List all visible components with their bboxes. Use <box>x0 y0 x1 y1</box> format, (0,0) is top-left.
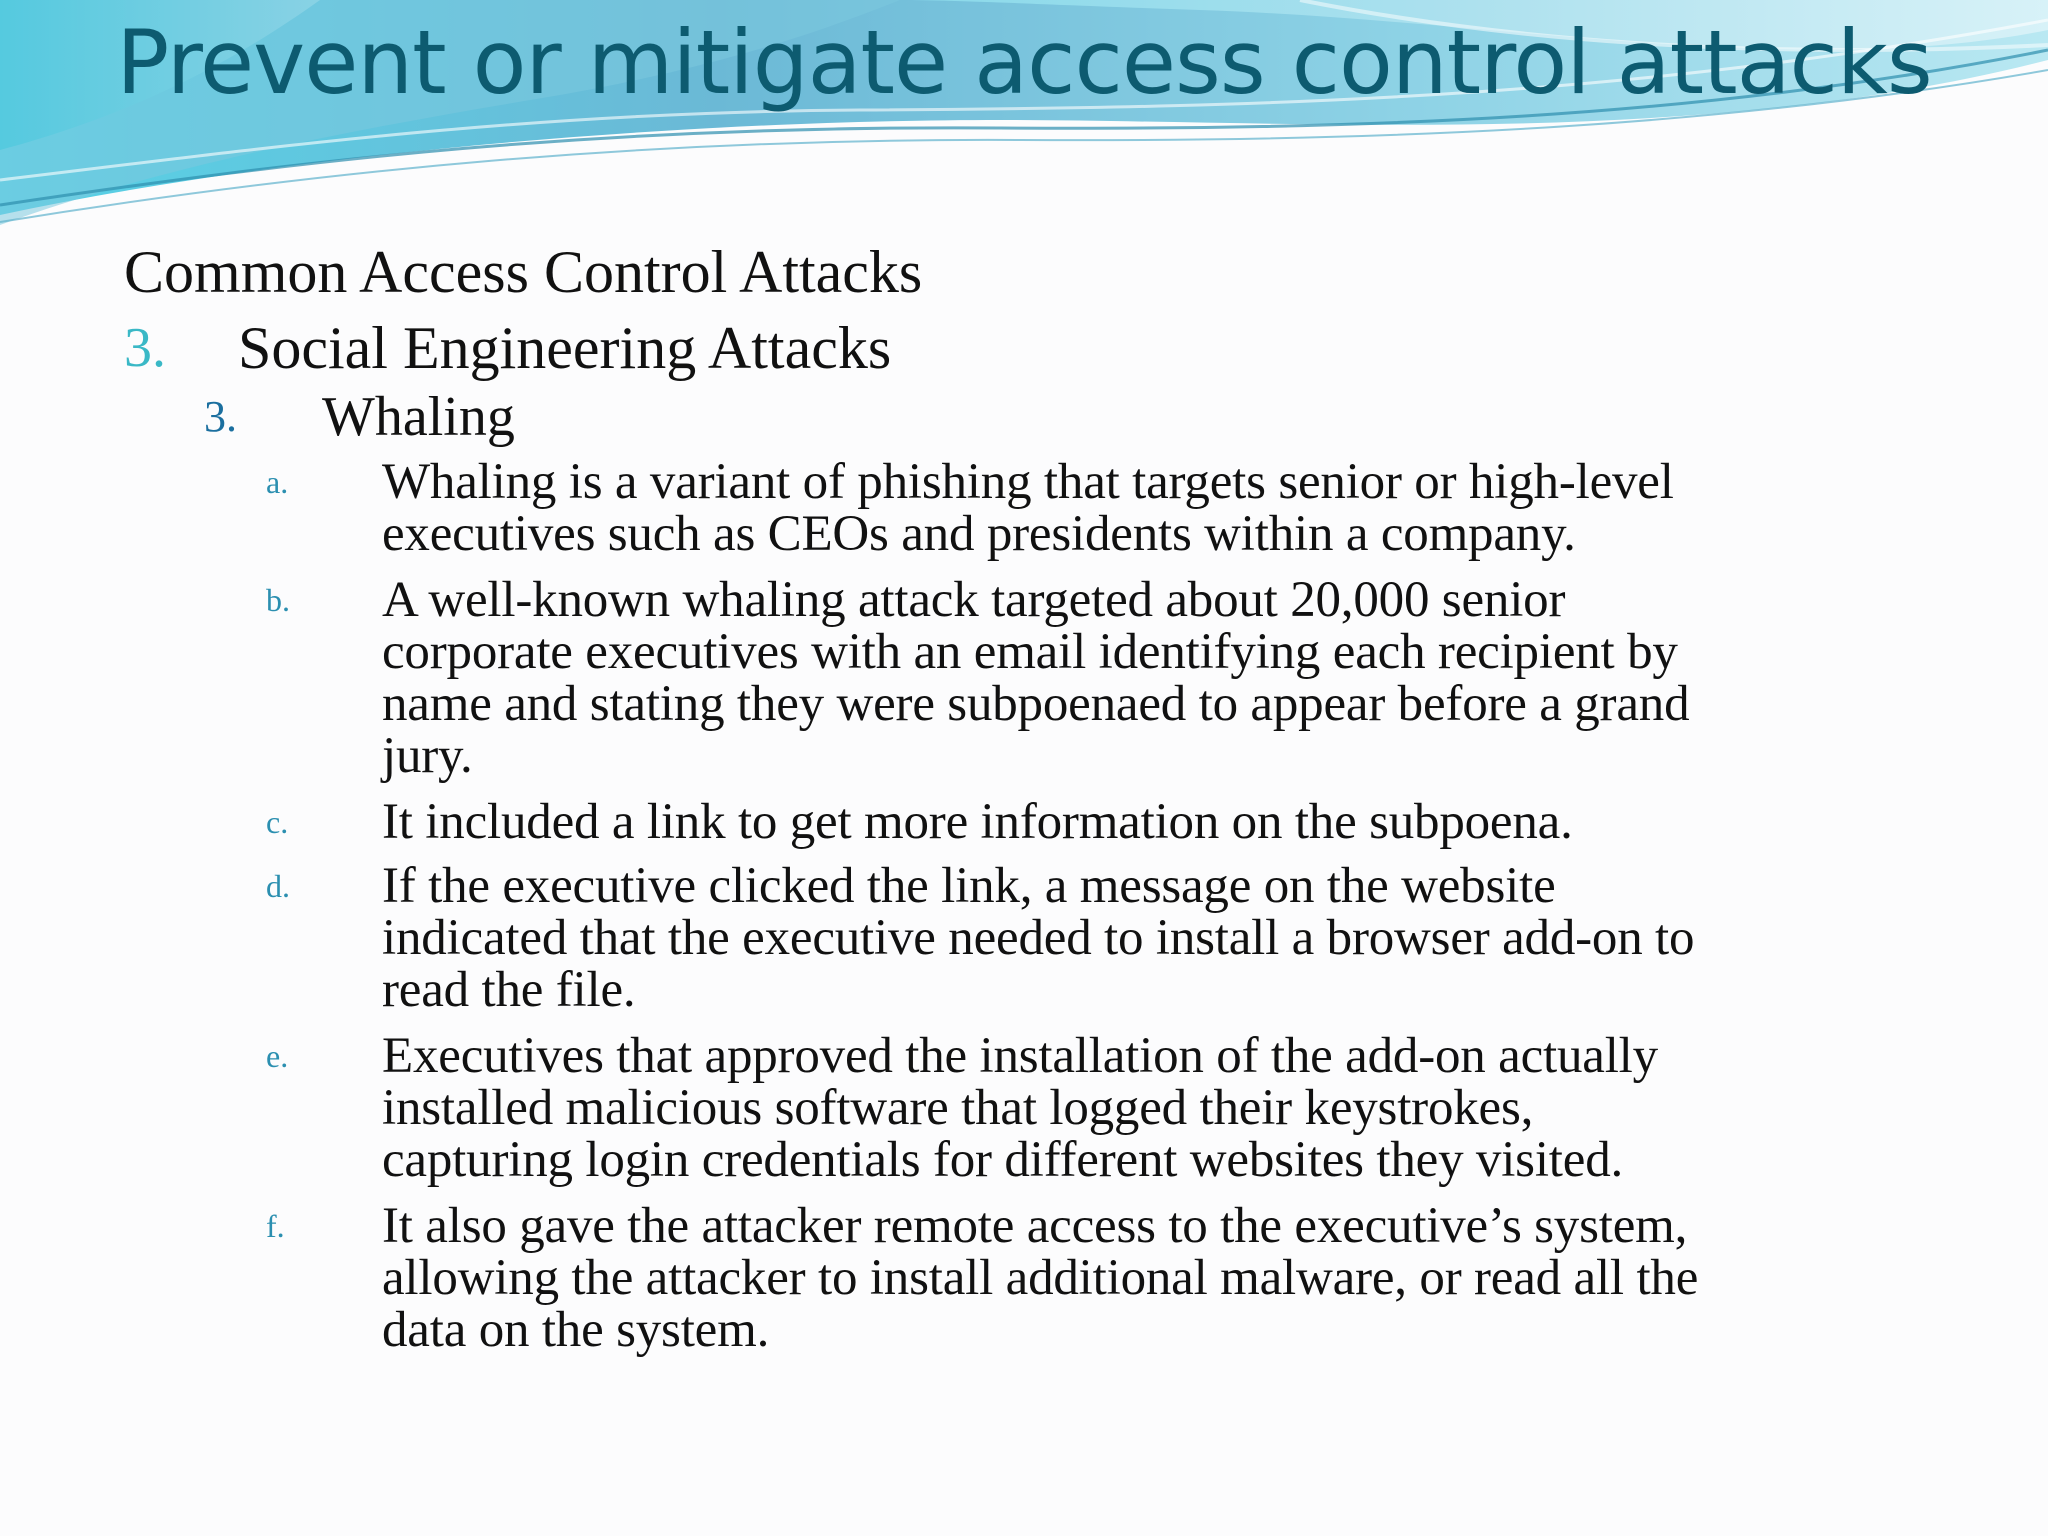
bullet-line: Executives that approved the installation of the add-on actually <box>382 1028 1658 1084</box>
bullet-line: name and stating they were subpoenaed to appear before a grand <box>382 676 1690 732</box>
bullet-letter: e. <box>266 1038 289 1074</box>
bullet-line: If the executive clicked the link, a message on the website <box>382 858 1556 914</box>
bullet-line: A well-known whaling attack targeted about 20,000 senior <box>382 572 1566 628</box>
bullet-line: It also gave the attacker remote access to the executive’s system, <box>382 1198 1688 1254</box>
bullet-text <box>382 1200 1922 1356</box>
bullet-letter: c. <box>266 804 289 840</box>
bullet-line: corporate executives with an email identifying each recipient by <box>382 624 1678 680</box>
bullet-text <box>382 456 1922 560</box>
bullet-line: data on the system. <box>382 1302 770 1358</box>
bullet-line: read the file. <box>382 962 636 1018</box>
bullet-letter: f. <box>266 1208 285 1244</box>
bullet-letter: d. <box>266 868 290 904</box>
outline-label: Social Engineering Attacks <box>238 315 892 381</box>
bullet-letter: a. <box>266 464 289 500</box>
outline-number: 3. <box>204 392 237 441</box>
bullet-line: jury. <box>382 728 473 784</box>
bullet-text <box>382 1030 1922 1186</box>
outline-number: 3. <box>124 317 166 379</box>
bullet-text <box>382 796 1922 848</box>
bullet-line: capturing login credentials for different websites they visited. <box>382 1132 1624 1188</box>
bullet-line: executives such as CEOs and presidents within a company. <box>382 506 1576 562</box>
bullet-text <box>382 860 1922 1016</box>
bullet-line: Whaling is a variant of phishing that targets senior or high-level <box>382 454 1674 510</box>
bullet-line: allowing the attacker to install additional malware, or read all the <box>382 1250 1699 1306</box>
bullet-line: It included a link to get more information on the subpoena. <box>382 794 1573 850</box>
bullet-text <box>382 574 1922 782</box>
bullet-line: indicated that the executive needed to install a browser add-on to <box>382 910 1695 966</box>
bullet-letter: b. <box>266 582 290 618</box>
bullet-line: installed malicious software that logged their keystrokes, <box>382 1080 1534 1136</box>
slide-title: Prevent or mitigate access control attacks <box>116 11 1932 114</box>
section-heading: Common Access Control Attacks <box>124 239 923 305</box>
outline-label: Whaling <box>322 386 515 448</box>
